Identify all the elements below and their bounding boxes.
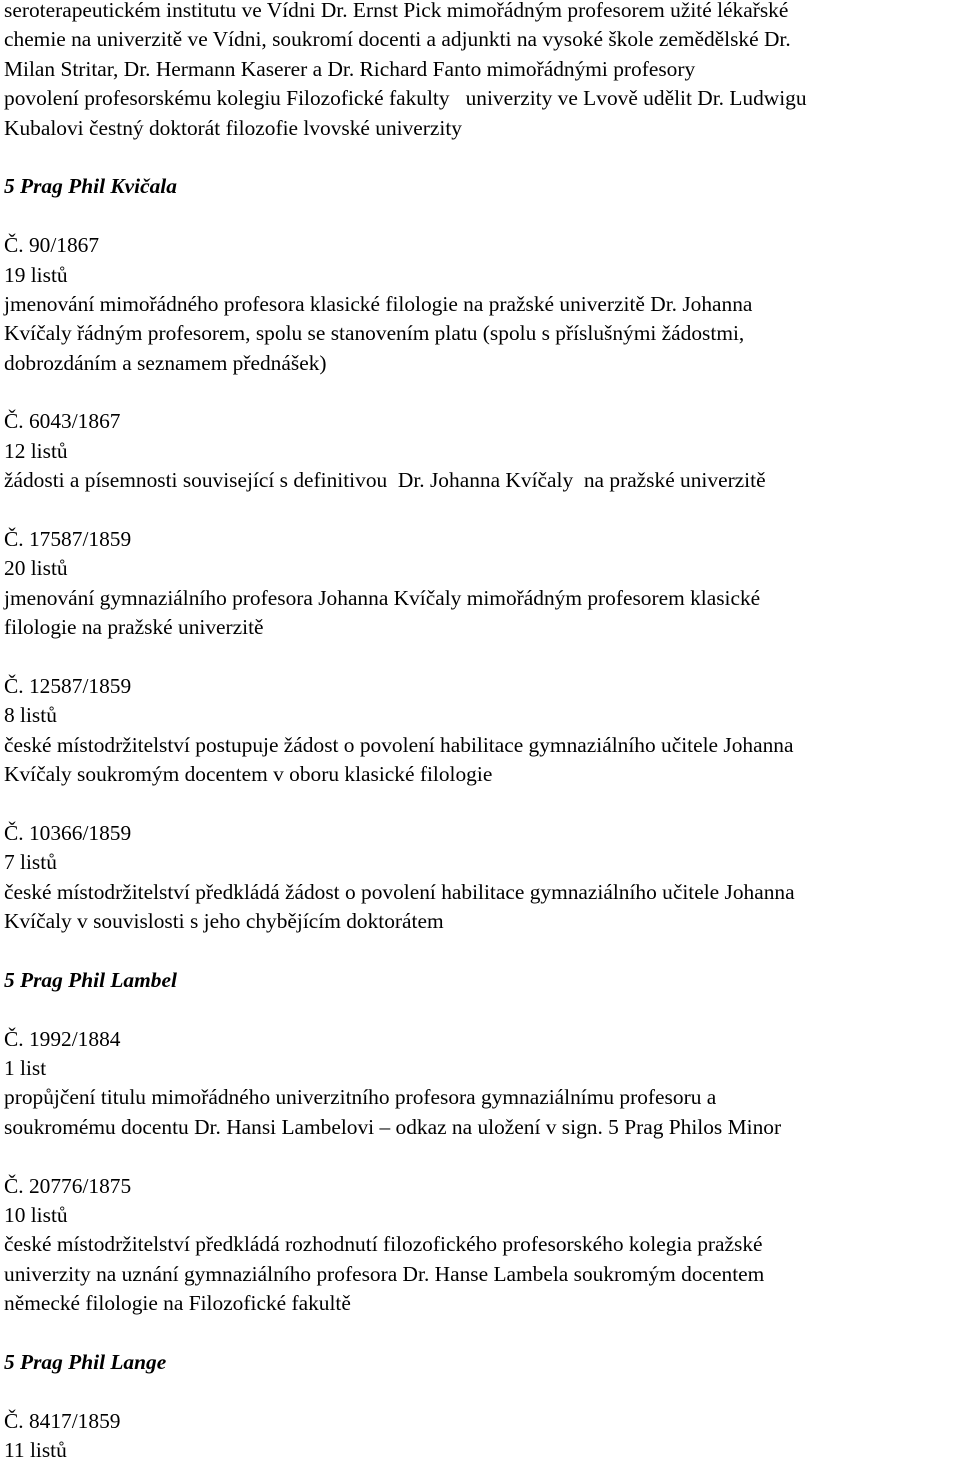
record <box>4 1025 956 1143</box>
record <box>4 1407 956 1466</box>
record-description: Kvíčaly řádným profesorem, spolu se stanovením platu (spolu s příslušnými žádostmi, <box>4 321 745 346</box>
record-description: Kvíčaly v souvislosti s jeho chybějícím doktorátem <box>4 909 444 934</box>
record-number: Č. 90/1867 <box>4 233 100 258</box>
section-lambel <box>4 966 956 1319</box>
record-sheets: 19 listů <box>4 262 68 287</box>
record <box>4 672 956 790</box>
record-description: Kvíčaly soukromým docentem v oboru klasické filologie <box>4 762 493 787</box>
record-description: žádosti a písemnosti související s definitivou Dr. Johanna Kvíčaly na pražské univerzitě <box>4 468 766 493</box>
record-description: filologie na pražské univerzitě <box>4 615 264 640</box>
intro-line: seroterapeutickém institutu ve Vídni Dr. Ernst Pick mimořádným profesorem užité lékařské <box>4 0 789 22</box>
record-sheets: 1 list <box>4 1056 47 1081</box>
section-kvicala <box>4 172 956 936</box>
record-description: jmenování mimořádného profesora klasické filologie na pražské univerzitě Dr. Johanna <box>4 291 753 316</box>
record-description: německé filologie na Filozofické fakultě <box>4 1291 351 1316</box>
document-page <box>4 0 956 1466</box>
record-description: univerzity na uznání gymnaziálního profesora Dr. Hanse Lambela soukromým docentem <box>4 1261 765 1286</box>
record-description: jmenování gymnaziálního profesora Johanna Kvíčaly mimořádným profesorem klasické <box>4 585 761 610</box>
record-number: Č. 20776/1875 <box>4 1173 132 1198</box>
record-number: Č. 12587/1859 <box>4 673 132 698</box>
record-description: propůjčení titulu mimořádného univerzitního profesora gymnaziálnímu profesoru a <box>4 1085 717 1110</box>
record <box>4 525 956 643</box>
section-heading: 5 Prag Phil Lange <box>4 1349 167 1374</box>
record-number: Č. 8417/1859 <box>4 1408 121 1433</box>
intro-line: povolení profesorskému kolegiu Filozofické fakulty univerzity ve Lvově udělit Dr. Ludwigu <box>4 86 807 111</box>
record-number: Č. 17587/1859 <box>4 527 132 552</box>
record <box>4 231 956 378</box>
record <box>4 407 956 495</box>
section-lange <box>4 1348 956 1466</box>
record-description: české místodržitelství postupuje žádost o povolení habilitace gymnaziálního učitele Johanna <box>4 732 794 757</box>
record-description: české místodržitelství předkládá žádost o povolení habilitace gymnaziálního učitele Johanna <box>4 879 795 904</box>
record-sheets: 7 listů <box>4 850 57 875</box>
record <box>4 819 956 937</box>
record-sheets: 20 listů <box>4 556 68 581</box>
section-heading: 5 Prag Phil Lambel <box>4 967 177 992</box>
record-sheets: 11 listů <box>4 1438 67 1463</box>
record-number: Č. 6043/1867 <box>4 409 121 434</box>
intro-line: Milan Stritar, Dr. Hermann Kaserer a Dr. Richard Fanto mimořádnými profesory <box>4 56 696 81</box>
intro-line: chemie na univerzitě ve Vídni, soukromí docenti a adjunkti na vysoké škole zemědělské Dr. <box>4 27 791 52</box>
intro-paragraph <box>4 0 956 143</box>
record-description: soukromému docentu Dr. Hansi Lambelovi – odkaz na uložení v sign. 5 Prag Philos Minor <box>4 1114 782 1139</box>
section-heading: 5 Prag Phil Kvičala <box>4 174 177 199</box>
record-description: české místodržitelství předkládá rozhodnutí filozofického profesorského kolegia pražské <box>4 1232 763 1257</box>
record-sheets: 10 listů <box>4 1203 68 1228</box>
record-description: dobrozdáním a seznamem přednášek) <box>4 350 327 375</box>
intro-line: Kubalovi čestný doktorát filozofie lvovské univerzity <box>4 115 462 140</box>
record <box>4 1172 956 1319</box>
record-sheets: 8 listů <box>4 703 57 728</box>
record-number: Č. 1992/1884 <box>4 1026 121 1051</box>
record-sheets: 12 listů <box>4 438 68 463</box>
record-number: Č. 10366/1859 <box>4 820 132 845</box>
